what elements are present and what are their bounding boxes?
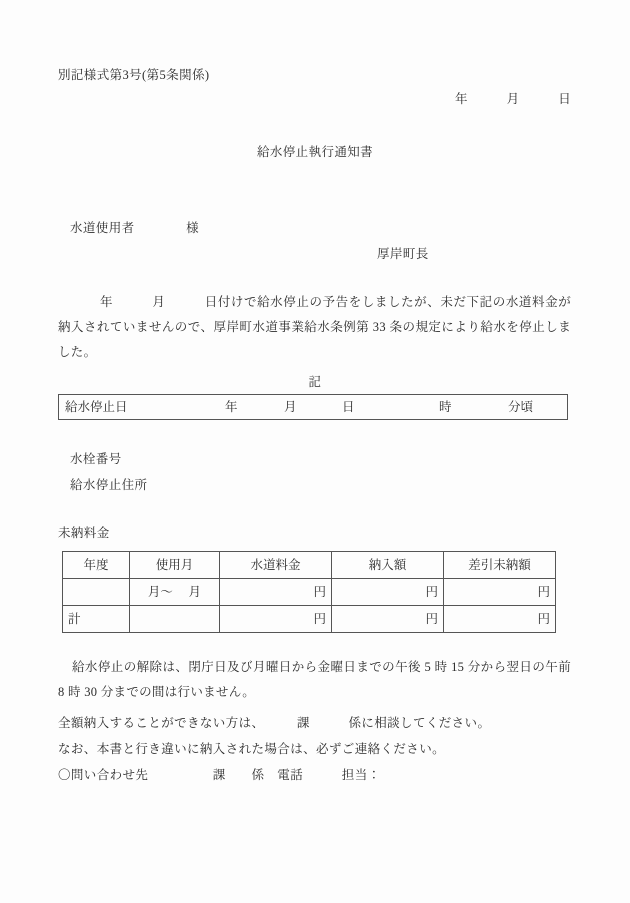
table-header-row <box>63 552 556 579</box>
header-balance-due: 差引未納額 <box>444 552 556 579</box>
header-water-charge: 水道料金 <box>220 552 332 579</box>
unpaid-fee-caption: 未納料金 <box>58 526 110 540</box>
contact-line: 〇問い合わせ先 課 係 電話 担当： <box>58 768 381 782</box>
suspension-day-unit: 日 <box>342 400 355 414</box>
suspension-minute-unit: 分頃 <box>508 400 534 414</box>
suspension-hour-unit: 時 <box>439 400 452 414</box>
cell-fiscal-year <box>63 579 130 606</box>
cell-paid-amount: 円 <box>332 579 444 606</box>
document-title: 給水停止執行通知書 <box>256 145 374 159</box>
note-partial-payment: 全額納入することができない方は、 課 係に相談してください。 <box>58 716 491 730</box>
header-fiscal-year: 年度 <box>63 552 130 579</box>
unpaid-fee-table <box>62 551 556 633</box>
recipient-line: 水道使用者 様 <box>70 221 200 235</box>
cell-total-paid-amount: 円 <box>332 606 444 633</box>
suspension-year-unit: 年 <box>225 400 238 414</box>
stop-address-label: 給水停止住所 <box>70 478 148 492</box>
faucet-number-label: 水栓番号 <box>70 452 122 466</box>
cell-total-month <box>130 606 220 633</box>
cell-total-balance-due: 円 <box>444 606 556 633</box>
body-paragraph: 年 月 日付けで給水停止の予告をしましたが、未だ下記の水道料金が納入されていませんので、厚岸町水道事業給水条例第 33 条の規定により給水を停止しました。 <box>58 295 571 359</box>
cell-balance-due: 円 <box>444 579 556 606</box>
cell-usage-month: 月～ 月 <box>130 579 220 606</box>
header-paid-amount: 納入額 <box>332 552 444 579</box>
note-crossed-payment: なお、本書と行き違いに納入された場合は、必ずご連絡ください。 <box>58 742 446 756</box>
ki-mark: 記 <box>308 375 322 389</box>
issuer-name: 厚岸町長 <box>377 247 429 261</box>
suspension-date-box <box>58 394 568 420</box>
issue-date-line: 年 月 日 <box>455 92 572 106</box>
cell-total-label: 計 <box>63 606 130 633</box>
cell-total-water-charge: 円 <box>220 606 332 633</box>
form-number: 別記様式第3号(第5条関係) <box>58 68 210 82</box>
table-row <box>63 579 556 606</box>
suspension-month-unit: 月 <box>284 400 297 414</box>
header-usage-month: 使用月 <box>130 552 220 579</box>
table-total-row <box>63 606 556 633</box>
cell-water-charge: 円 <box>220 579 332 606</box>
note-service-hours: 給水停止の解除は、閉庁日及び月曜日から金曜日までの午後 5 時 15 分から翌日の午前 8 時 30 分までの間は行いません。 <box>58 660 571 699</box>
suspension-date-label: 給水停止日 <box>65 400 128 414</box>
